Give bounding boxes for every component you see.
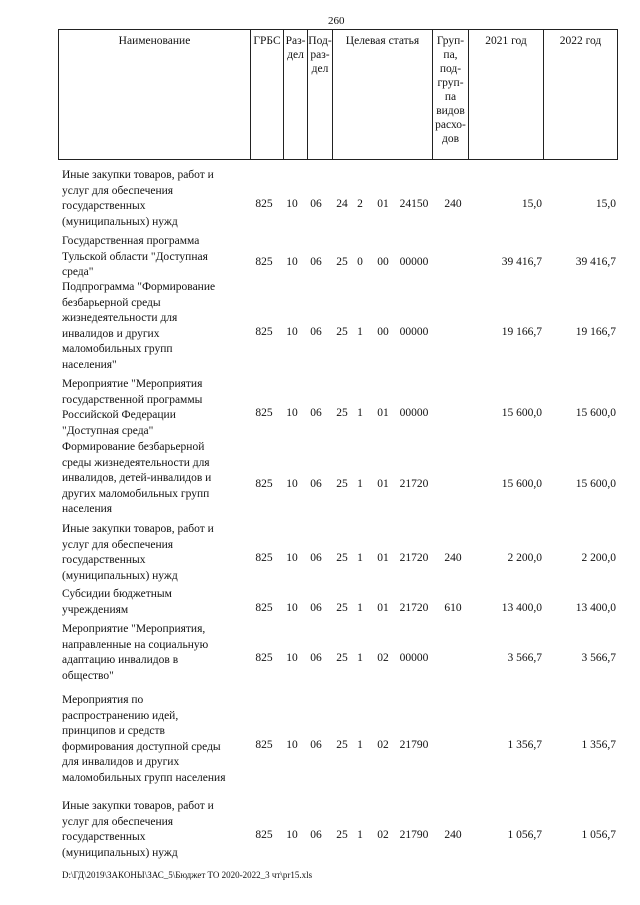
cell-y2022: 15,0 [595,198,616,210]
cell-y2021: 1 356,7 [507,739,542,751]
row-name-line: государственных [62,200,146,212]
cell-p3: 01 [377,198,389,210]
row-name-line: (муниципальных) нужд [62,846,178,859]
row-name-line: Государственная программа [62,235,200,247]
cell-p2: 1 [357,652,363,664]
cell-rz: 10 [286,478,298,490]
table-header [58,29,618,160]
cell-p1: 25 [336,407,348,419]
row-name-line: принципов и средств [62,725,165,737]
row-name-line: услуг для обеспечения [62,815,174,828]
cell-vr: 240 [444,198,462,210]
row-name-line: Тульской области "Доступная [62,250,208,263]
cell-p4: 00000 [399,326,429,338]
row-name [62,280,252,373]
cell-pr: 06 [310,198,322,210]
cell-p4: 21790 [399,829,429,841]
cell-pr: 06 [310,326,322,338]
cell-p4: 21720 [399,478,429,490]
table-row [62,440,618,518]
row-name-line: среда" [62,266,94,278]
row-name-line: Мероприятия по [62,694,144,706]
cell-rz: 10 [286,829,298,841]
cell-p4: 24150 [399,198,429,210]
row-name-line: для инвалидов и других [62,756,180,768]
cell-p2: 0 [357,256,363,268]
row-name-line: распространению идей, [62,709,179,722]
cell-y2021: 15 600,0 [501,478,542,490]
cell-p2: 1 [357,829,363,841]
cell-p1: 25 [336,326,348,338]
row-name [62,234,252,281]
cell-p1: 25 [336,829,348,841]
cell-p3: 02 [377,652,389,664]
row-name-line: государственных [62,831,146,843]
cell-y2021: 1 056,7 [507,829,542,841]
row-name-line: Формирование безбарьерной [62,441,205,453]
header-razdel: Раз- дел [284,30,308,159]
row-name-line: услуг для обеспечения [62,184,174,197]
cell-vr: 240 [444,829,462,841]
row-name-line: Иные закупки товаров, работ и [62,169,214,181]
cell-p1: 24 [336,198,348,210]
header-2022: 2022 год [559,35,602,47]
row-name [62,799,252,861]
row-name-line: услуг для обеспечения [62,538,174,551]
header-grbs: ГРБС [251,30,284,159]
file-path-footer: D:\ГД\2019\ЗАКОНЫ\ЗАС_5\Бюджет ТО 2020-2022_3 чт\pr15.xls [62,870,313,880]
row-name-line: адаптацию инвалидов в [62,654,179,666]
cell-pr: 06 [310,478,322,490]
cell-grbs: 825 [255,478,273,490]
table-row [62,799,618,861]
row-name-line: Иные закупки товаров, работ и [62,523,214,535]
cell-p1: 25 [336,478,348,490]
row-name-line: государственной программы [62,393,203,406]
row-name-line: направленные на социальную [62,638,209,651]
cell-p2: 1 [357,407,363,419]
cell-y2021: 2 200,0 [507,552,542,564]
cell-y2022: 1 356,7 [581,739,616,751]
row-name-line: Субсидии бюджетным [62,588,172,600]
row-name-line: маломобильных групп [62,343,173,355]
cell-grbs: 825 [255,407,273,419]
row-name-line: маломобильных групп населения [62,771,226,784]
cell-p4: 00000 [399,652,429,664]
cell-grbs: 825 [255,552,273,564]
row-name-line: (муниципальных) нужд [62,215,178,228]
header-target-article: Целевая статья [333,30,433,159]
row-name [62,587,252,618]
row-name-line: государственных [62,554,146,566]
row-name-line: инвалидов, детей-инвалидов и [62,472,212,484]
table-row [62,522,618,584]
table-row [62,377,618,439]
table-row [62,622,618,684]
row-name-line: Мероприятие "Мероприятия, [62,623,206,635]
row-name [62,377,252,439]
row-name-line: учреждениям [62,603,129,616]
cell-rz: 10 [286,652,298,664]
cell-y2021: 13 400,0 [501,602,542,614]
cell-pr: 06 [310,552,322,564]
row-name-line: жизнедеятельности для [62,312,178,324]
cell-p3: 01 [377,407,389,419]
cell-y2022: 15 600,0 [575,478,616,490]
cell-p3: 01 [377,478,389,490]
cell-y2021: 39 416,7 [501,256,542,268]
row-name [62,622,252,684]
row-name [62,693,252,786]
cell-grbs: 825 [255,739,273,751]
cell-y2022: 3 566,7 [581,652,616,664]
cell-p1: 25 [336,739,348,751]
cell-rz: 10 [286,256,298,268]
cell-grbs: 825 [255,326,273,338]
cell-grbs: 825 [255,198,273,210]
cell-rz: 10 [286,602,298,614]
cell-rz: 10 [286,326,298,338]
row-name [62,168,252,230]
cell-p1: 25 [336,652,348,664]
header-name: Наименование [59,30,251,159]
cell-grbs: 825 [255,602,273,614]
cell-p3: 00 [377,256,389,268]
cell-rz: 10 [286,552,298,564]
table-row [62,280,618,373]
cell-y2021: 19 166,7 [501,326,542,338]
row-name-line: среды жизнедеятельности для [62,456,210,469]
cell-y2021: 15 600,0 [501,407,542,419]
cell-p4: 21790 [399,739,429,751]
cell-grbs: 825 [255,829,273,841]
cell-pr: 06 [310,602,322,614]
cell-p3: 02 [377,829,389,841]
row-name-line: других маломобильных групп [62,487,210,500]
cell-p2: 1 [357,478,363,490]
cell-p2: 2 [357,198,363,210]
table-row [62,234,618,281]
cell-grbs: 825 [255,652,273,664]
cell-p4: 21720 [399,602,429,614]
row-name-line: Российской Федерации [62,409,176,421]
cell-p2: 1 [357,602,363,614]
cell-p1: 25 [336,256,348,268]
row-name-line: населения [62,503,113,515]
table-row [62,168,618,230]
cell-p4: 00000 [399,407,429,419]
cell-p2: 1 [357,326,363,338]
row-name [62,522,252,584]
cell-y2021: 3 566,7 [507,652,542,664]
cell-vr: 240 [444,552,462,564]
cell-p3: 01 [377,552,389,564]
header-podrazdel: Под- раз- дел [308,30,333,159]
row-name [62,440,252,518]
cell-y2022: 39 416,7 [575,256,616,268]
cell-pr: 06 [310,256,322,268]
row-name-line: населения" [62,358,117,371]
cell-y2022: 13 400,0 [575,602,616,614]
cell-y2022: 1 056,7 [581,829,616,841]
row-name-line: (муниципальных) нужд [62,569,178,582]
cell-y2022: 19 166,7 [575,326,616,338]
header-2021: 2021 год [469,30,544,159]
header-expense-group: Груп- па, под- груп- па видов расхо- дов [433,30,469,159]
cell-pr: 06 [310,829,322,841]
row-name-line: формирования доступной среды [62,740,221,753]
row-name-line: Подпрограмма "Формирование [62,281,216,293]
cell-rz: 10 [286,198,298,210]
cell-p4: 00000 [399,256,429,268]
cell-p2: 1 [357,739,363,751]
row-name-line: инвалидов и других [62,327,160,340]
cell-y2022: 2 200,0 [581,552,616,564]
cell-p2: 1 [357,552,363,564]
cell-p1: 25 [336,602,348,614]
cell-pr: 06 [310,652,322,664]
row-name-line: безбарьерной среды [62,296,161,309]
row-name-line: Мероприятие "Мероприятия [62,378,203,390]
cell-vr: 610 [444,602,462,614]
cell-p3: 02 [377,739,389,751]
cell-p3: 00 [377,326,389,338]
cell-p4: 21720 [399,552,429,564]
cell-rz: 10 [286,407,298,419]
row-name-line: "Доступная среда" [62,424,154,437]
row-name-line: общество" [62,669,114,682]
page-number: 260 [328,15,345,27]
cell-p3: 01 [377,602,389,614]
cell-y2021: 15,0 [521,198,542,210]
row-name-line: Иные закупки товаров, работ и [62,800,214,812]
table-row [62,693,618,786]
cell-pr: 06 [310,407,322,419]
cell-rz: 10 [286,739,298,751]
table-row [62,587,618,618]
cell-pr: 06 [310,739,322,751]
cell-grbs: 825 [255,256,273,268]
cell-y2022: 15 600,0 [575,407,616,419]
cell-p1: 25 [336,552,348,564]
